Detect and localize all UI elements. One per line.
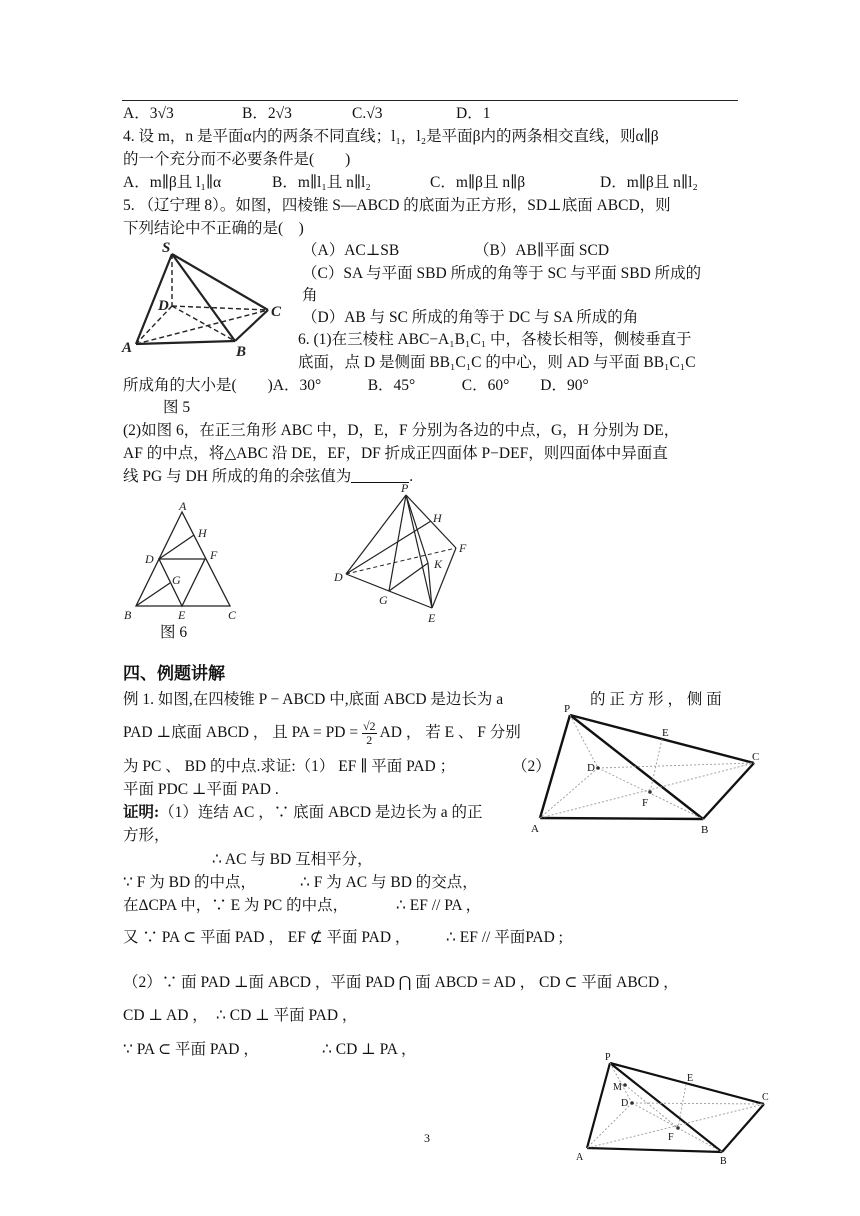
edge-pa (540, 715, 570, 818)
edge-ab (540, 818, 703, 819)
proof-line9-right: ∴ CD ⊥ PA ， (322, 1041, 417, 1058)
fig1-label-d: D (587, 762, 595, 774)
q3-option-d: D．1 (456, 105, 491, 122)
page-number: 3 (424, 1131, 430, 1145)
label-s: S (162, 240, 171, 256)
proof-line6: 又 ∵ PA ⊂ 平面 PAD ， EF ⊄ 平面 PAD ， (123, 929, 411, 946)
tet-label-f: F (459, 541, 467, 555)
proof-line8-right: ∴ CD ⊥ 平面 PAD ， (216, 1007, 358, 1024)
tri-label-b: B (124, 608, 132, 622)
q5-option-d: （D）AB 与 SC 所成的角等于 DC 与 SA 所成的角 (302, 309, 639, 326)
tet-label-g: G (379, 593, 388, 607)
q5-line2: 下列结论中不正确的是( ) (123, 220, 304, 237)
edge-bc (703, 763, 754, 819)
proof-line4: ∵ F 为 BD 的中点， (123, 874, 257, 891)
tri-label-h: H (198, 526, 207, 540)
example1-figure (528, 700, 768, 840)
edge-dc (598, 763, 754, 768)
proof-label: 证明: (123, 804, 160, 821)
tri-label-g: G (172, 573, 181, 587)
example1-line2-rest: AD ， 若 E 、 F 分别 (379, 724, 521, 742)
q5-option-c-line2: 角 (302, 287, 318, 304)
edge-sb (172, 254, 235, 341)
point-f (676, 1126, 680, 1130)
q6-part2-line3-text: 线 PG 与 DH 所成的角的余弦值为 (123, 468, 352, 485)
fig2-label-b: B (720, 1156, 727, 1167)
label-a: A (122, 340, 133, 356)
q3-option-b: B．2√3 (242, 105, 292, 122)
proof-line6-right: ∴ EF // 平面PAD ; (446, 929, 563, 946)
segment-mf (625, 1085, 678, 1128)
fraction-numerator: √2 (362, 719, 376, 733)
tet-label-e: E (428, 611, 436, 625)
q4-line2: 的一个充分而不必要条件是( ) (123, 151, 351, 168)
fig1-label-b: B (701, 824, 709, 836)
point-m (623, 1083, 627, 1087)
point-d (596, 766, 600, 770)
proof-line1 (123, 802, 483, 824)
fig2-label-a: A (576, 1152, 584, 1163)
triangle-def (159, 559, 205, 606)
tet-label-p: P (401, 481, 409, 495)
fig2-label-d: D (621, 1098, 629, 1109)
q6-part2-line2: AF 的中点，将△ABC 沿 DE，EF，DF 折成正四面体 P−DEF，则四面体中异面直 (123, 445, 668, 462)
q4-option-a: A．m∥β且 l₁∥α (123, 174, 222, 191)
tri-label-c: C (228, 608, 237, 622)
fig2-label-f: F (668, 1132, 674, 1143)
edge-sc (172, 254, 268, 310)
example1-line3-right: （2） (512, 758, 551, 775)
top-rule (122, 100, 738, 101)
proof-line5: 在ΔCPA 中，∵ E 为 PC 的中点， (123, 897, 349, 914)
fig1-label-c: C (752, 751, 760, 763)
point-d (630, 1101, 634, 1105)
fig2-label-e: E (687, 1073, 694, 1084)
q6-part2-line1: (2)如图 6，在正三角形 ABC 中，D，E，F 分别为各边的中点，G，H 分别为 DE， (123, 422, 680, 439)
q6-part2-line3-end: . (409, 468, 414, 485)
segment-gk (389, 563, 428, 591)
edge-ab (587, 1148, 722, 1152)
diag-db (172, 306, 235, 341)
proof-line1-text: （1）连结 AC ，∵ 底面 ABCD 是边长为 a 的正 (159, 804, 483, 821)
diag-ac (136, 310, 268, 344)
point-f (648, 790, 652, 794)
q5-option-c-line1: （C）SA 与平面 SBD 所成的角等于 SC 与平面 SBD 所成的 (302, 265, 702, 282)
diag-ac (540, 763, 754, 818)
proof-line9: ∵ PA ⊂ 平面 PAD ， (123, 1041, 259, 1058)
section-heading: 四、例题讲解 (123, 664, 225, 684)
edge-dc (172, 306, 268, 310)
tet-label-d: D (334, 570, 343, 584)
figure-5-pyramid (120, 238, 300, 360)
q5-line1: 5. （辽宁理 8）。如图，四棱锥 S—ABCD 的底面为正方形，SD⊥底面 ABCD，则 (123, 197, 671, 214)
edge-pe (406, 495, 432, 608)
figure-6-caption: 图 6 (160, 624, 188, 641)
tri-label-f: F (210, 548, 218, 562)
segment-pg (389, 495, 406, 591)
tri-label-a: A (179, 499, 187, 513)
tet-label-k: K (434, 557, 443, 571)
proof-line8: CD ⊥ AD ， (123, 1007, 208, 1024)
fig2-label-p: P (605, 1052, 611, 1063)
q6-line3: 所成角的大小是( )A．30° B．45° C．60° D．90° (123, 377, 589, 394)
example1-line2-text: PAD ⊥底面 ABCD ， 且 PA = PD = (123, 724, 359, 742)
label-d: D (158, 298, 169, 314)
label-c: C (271, 304, 282, 320)
tri-label-e: E (178, 608, 186, 622)
figure-5-caption: 图 5 (163, 399, 191, 416)
figure-6-triangle (118, 498, 248, 628)
edge-dc (632, 1103, 764, 1104)
fig1-label-e: E (662, 727, 669, 739)
fig1-label-a: A (531, 823, 539, 835)
example1-figure-2 (570, 1048, 780, 1168)
proof-line7: （2）∵ 面 PAD ⊥面 ABCD ，平面 PAD ⋂ 面 ABCD = AD ， CD ⊂ 平面 ABCD ， (123, 974, 679, 991)
example1-line1-right: 的 正 方 形 ， 侧 面 (590, 691, 722, 708)
q5-option-b: （B）AB∥平面 SCD (474, 242, 610, 259)
edge-pd (570, 715, 598, 768)
label-b: B (236, 344, 247, 360)
fraction-sqrt2-over-2 (362, 720, 377, 747)
proof-line5-right: ∴ EF // PA ， (396, 897, 482, 914)
fraction-denominator: 2 (366, 733, 373, 747)
q5-option-a: （A）AC⊥SB (302, 242, 400, 259)
segment-pk (406, 495, 428, 563)
q4-option-b: B．m∥l₁且 n∥l₂ (272, 174, 371, 191)
q6-line2: 底面，点 D 是侧面 BB₁C₁C 的中心，则 AD 与平面 BB₁C₁C (298, 354, 696, 371)
example1-line4: 平面 PDC ⊥平面 PAD . (123, 781, 279, 798)
figure-6-tetrahedron (330, 480, 480, 628)
fig2-label-c: C (762, 1092, 769, 1103)
example1-line2 (123, 720, 521, 747)
fig2-label-m: M (613, 1082, 622, 1093)
q3-option-a: A．3√3 (123, 105, 174, 122)
edge-ab (136, 341, 235, 344)
q4-line1: 4. 设 m，n 是平面α内的两条不同直线；l₁，l₂是平面β内的两条相交直线，则α∥β (123, 128, 659, 145)
q4-option-c: C．m∥β且 n∥β (430, 174, 526, 191)
tri-label-d: D (145, 552, 154, 566)
edge-pa (587, 1063, 610, 1148)
edge-bc (722, 1104, 764, 1152)
fig1-label-f: F (642, 797, 649, 809)
example1-line3: 为 PC 、 BD 的中点.求证:（1） EF ∥ 平面 PAD ； (123, 758, 456, 775)
fig1-label-p: P (564, 703, 571, 715)
proof-line4-right: ∴ F 为 AC 与 BD 的交点， (300, 874, 478, 891)
example1-line1: 例 1. 如图,在四棱锥 P − ABCD 中,底面 ABCD 是边长为 a (123, 691, 504, 708)
proof-line2: 方形， (123, 827, 170, 844)
q3-option-c: C.√3 (352, 105, 383, 122)
edge-bc (235, 310, 268, 341)
proof-line3: ∴ AC 与 BD 互相平分， (212, 851, 373, 868)
q6-line1: 6. (1)在三棱柱 ABC−A₁B₁C₁ 中，各棱长相等，侧棱垂直于 (298, 331, 692, 348)
q4-option-d: D．m∥β且 n∥l₂ (600, 174, 698, 191)
tet-label-h: H (433, 511, 442, 525)
